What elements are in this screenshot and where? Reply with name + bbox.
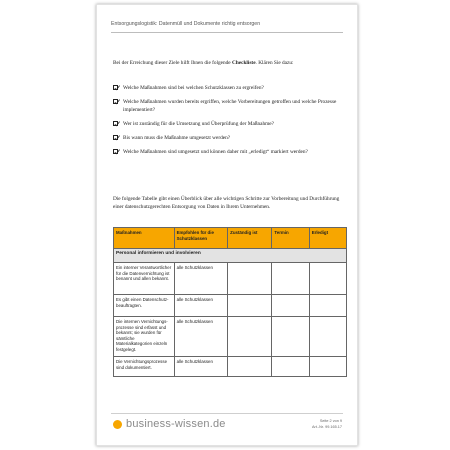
cell-responsible[interactable] — [228, 263, 272, 295]
cell-done[interactable] — [309, 263, 346, 295]
checkbox-checked-icon — [113, 121, 118, 126]
table-row — [114, 357, 347, 377]
column-header-measures: Maßnahmen — [114, 228, 175, 249]
section-title: Personal informieren und involvieren — [114, 249, 347, 263]
cell-measure: Ein interner Verantwortlicher für die Datenvernichtung ist benannt und allen bekannt. — [114, 263, 175, 295]
cell-done[interactable] — [309, 317, 346, 357]
cell-responsible[interactable] — [228, 295, 272, 317]
cell-done[interactable] — [309, 357, 346, 377]
header-divider — [111, 32, 343, 33]
cell-measure: Es gibt einen Datenschutz-beauftragten. — [114, 295, 175, 317]
page-header-title: Entsorgungslogistik: Datenmüll und Dokumente richtig entsorgen — [111, 21, 261, 27]
footer-divider — [111, 413, 343, 414]
checklist-item — [113, 120, 343, 128]
checkbox-checked-icon — [113, 99, 118, 104]
checklist-item-text: Bis wann muss die Maßnahme umgesetzt werden? — [123, 135, 231, 141]
table-header-row — [114, 228, 347, 249]
page-number: Seite 2 von 9 — [319, 419, 342, 423]
intro-paragraph — [113, 59, 341, 67]
column-header-responsible: Zuständig ist — [228, 228, 272, 249]
logo-text: business-wissen.de — [126, 418, 226, 430]
table-section-row — [114, 249, 347, 263]
checklist-item-text: Welche Maßnahmen sind bei welchen Schutzklassen zu ergreifen? — [123, 85, 264, 91]
checklist-item — [113, 148, 343, 156]
intro-text-after: . Klären Sie dazu: — [255, 60, 294, 66]
cell-classes: alle Schutzklassen — [174, 263, 228, 295]
logo-dot-icon — [113, 420, 122, 429]
checklist-item — [113, 134, 343, 142]
cell-date[interactable] — [272, 317, 309, 357]
column-header-date: Termin — [272, 228, 309, 249]
cell-responsible[interactable] — [228, 317, 272, 357]
table-row — [114, 317, 347, 357]
checklist-item-text: Welche Maßnahmen sind umgesetzt und können daher mit „erledigt“ markiert werden? — [123, 149, 308, 155]
footer-page-info — [312, 419, 342, 430]
table-row — [114, 295, 347, 317]
checklist-item-text: Wer ist zuständig für die Umsetzung und Überprüfung der Maßnahme? — [123, 121, 274, 127]
checkbox-checked-icon — [113, 135, 118, 140]
checklist-item-text: Welche Maßnahmen wurden bereits ergriffen, welche Vorbereitungen getroffen und welche Prozesse implementiert? — [123, 99, 337, 113]
cell-classes: alle Schutzklassen — [174, 357, 228, 377]
column-header-done: Erledigt — [309, 228, 346, 249]
cell-measure: Die Vernichtungsprozesse sind dokumentiert. — [114, 357, 175, 377]
cell-done[interactable] — [309, 295, 346, 317]
cell-responsible[interactable] — [228, 357, 272, 377]
cell-classes: alle Schutzklassen — [174, 317, 228, 357]
cell-date[interactable] — [272, 295, 309, 317]
checkbox-checked-icon — [113, 85, 118, 90]
table-intro-paragraph: Die folgende Tabelle gibt einen Überblick über alle wichtigen Schritte zur Vorbereitung und Durchführung einer datenschutzgerechten Entsorgung von Daten in Ihrem Unternehmen. — [113, 196, 340, 210]
checklist-item — [113, 84, 343, 92]
table-row — [114, 263, 347, 295]
intro-text-bold: Checkliste — [232, 60, 256, 66]
cell-date[interactable] — [272, 263, 309, 295]
measures-table — [113, 227, 347, 377]
document-page — [96, 4, 358, 446]
cell-classes: alle Schutzklassen — [174, 295, 228, 317]
column-header-classes: Empfohlen für die Schutzklassen — [174, 228, 228, 249]
cell-date[interactable] — [272, 357, 309, 377]
checkbox-checked-icon — [113, 149, 118, 154]
cell-measure: Die internen Vernichtungs-prozesse sind erfasst und bekannt; sie wurden für sämtliche Materialkategorien einzeln festgelegt. — [114, 317, 175, 357]
checklist-item — [113, 98, 343, 114]
article-number: Art.-Nr. 99.165.17 — [312, 424, 342, 429]
checklist — [113, 84, 343, 162]
intro-text-before: Bei der Erreichung dieser Ziele hilft Ihnen die folgende — [113, 60, 232, 66]
